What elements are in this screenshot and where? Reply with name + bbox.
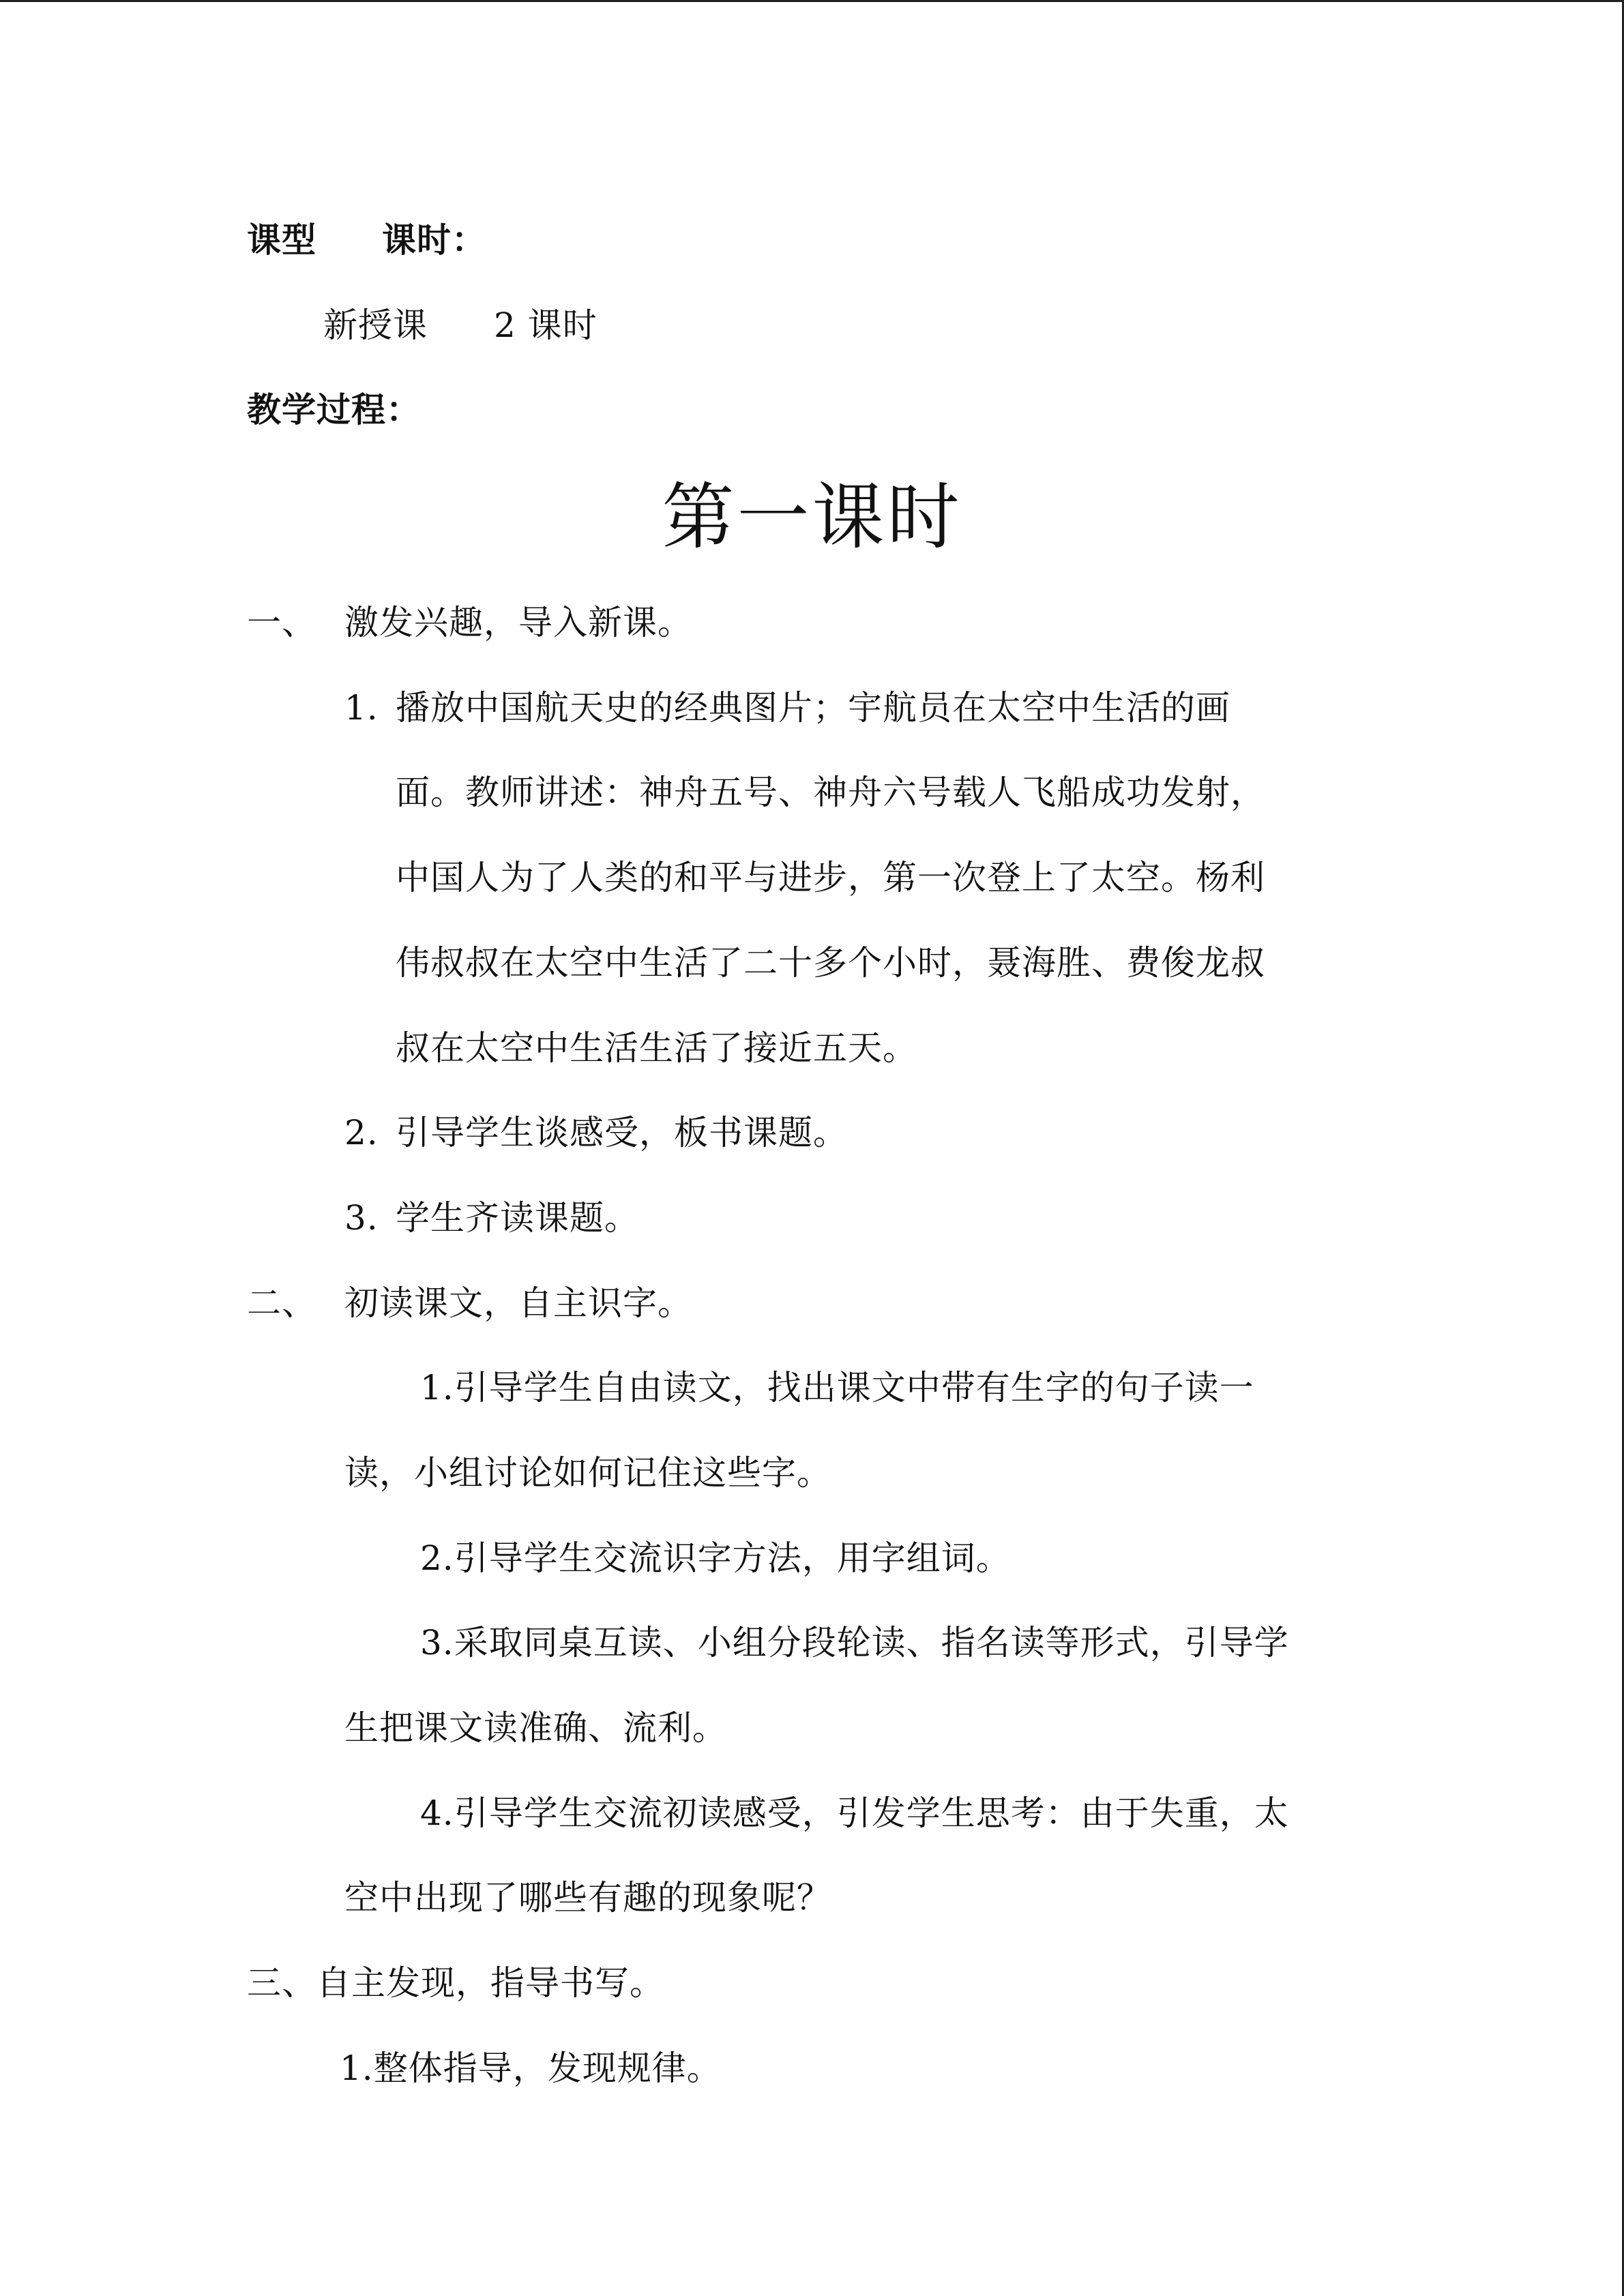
section2-paragraph-line: 空中出现了哪些有趣的现象呢？ [344,1878,831,1918]
section1-heading: 激发兴趣，导入新课。 [344,603,692,642]
section2-paragraph-line: 3.采取同桌互读、小组分段轮读、指名读等形式，引导学 [420,1623,1289,1663]
section1-item1-line: 伟叔叔在太空中生活了二十多个小时，聂海胜、费俊龙叔 [396,943,1265,983]
lesson-hours-label: 课时： [382,220,486,260]
section2-paragraph-line: 生把课文读准确、流利。 [344,1708,727,1748]
section1-item3-number: 3. [344,1198,379,1238]
section1-item1-line: 播放中国航天史的经典图片；宇航员在太空中生活的画 [396,688,1230,728]
section1-item3-text: 学生齐读课题。 [396,1198,639,1238]
section1-marker: 一、 [247,603,316,642]
section3-paragraph: 1.整体指导，发现规律。 [340,2048,722,2088]
section3-heading: 三、自主发现，指导书写。 [247,1963,664,2003]
lesson-title: 第一课时 [662,475,962,559]
section1-item2-number: 2. [344,1113,379,1152]
section2-marker: 二、 [247,1283,316,1323]
section2-heading: 初读课文，自主识字。 [344,1283,692,1323]
section2-paragraph-line: 读，小组讨论如何记住这些字。 [344,1453,831,1493]
section2-paragraph-line: 4.引导学生交流初读感受，引发学生思考：由于失重，太 [420,1793,1289,1833]
teaching-process-label: 教学过程： [247,390,421,430]
section1-item1-number: 1. [344,688,379,728]
section2-paragraph-line: 1.引导学生自由读文，找出课文中带有生字的句子读一 [420,1368,1254,1407]
section1-item1-line: 中国人为了人类的和平与进步，第一次登上了太空。杨利 [396,858,1265,897]
lesson-hours-value: 2 课时 [494,305,597,345]
section2-paragraph-line: 2.引导学生交流识字方法，用字组词。 [420,1538,1011,1578]
section1-item2-text: 引导学生谈感受，板书课题。 [396,1113,848,1152]
lesson-type-label: 课型 [247,220,316,260]
section1-item1-line: 面。教师讲述：神舟五号、神舟六号载人飞船成功发射， [396,773,1265,812]
section1-item1-line: 叔在太空中生活生活了接近五天。 [396,1028,917,1068]
lesson-type-value: 新授课 [323,305,428,345]
